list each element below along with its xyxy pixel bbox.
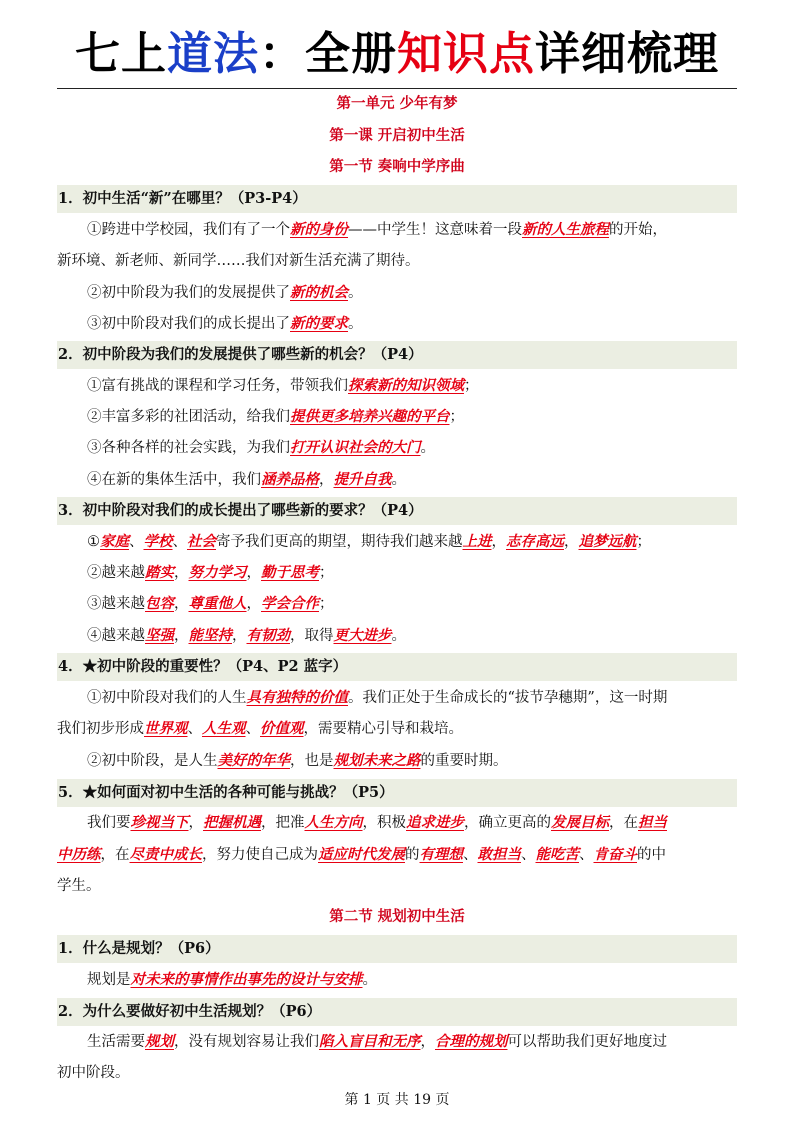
key-term: 陷入盲目和无序 — [319, 1033, 421, 1050]
q3-line-1: ①家庭、学校、社会寄予我们更高的期望，期待我们越来越上进，志存高远，追梦远航； — [87, 533, 651, 550]
key-term: 学会合作 — [261, 595, 319, 612]
q5-line-2: 中历练，在尽责中成长，努力使自己成为适应时代发展的有理想、敢担当、能吃苦、肯奋斗的中 — [57, 846, 666, 863]
q2-line-3: ③各种各样的社会实践，为我们打开认识社会的大门。 — [87, 439, 435, 456]
key-term: 敢担当 — [477, 846, 521, 863]
key-term: 中历练 — [57, 846, 101, 863]
question-1-title: 1．初中生活“新”在哪里？（P3-P4） — [57, 185, 737, 213]
key-term: 新的要求 — [290, 315, 348, 332]
key-term: 打开认识社会的大门 — [290, 439, 421, 456]
q3-line-4: ④越来越坚强，能坚持，有韧劲，取得更大进步。 — [87, 627, 406, 644]
s2-q2-line-1: 生活需要规划，没有规划容易让我们陷入盲目和无序，合理的规划可以帮助我们更好地度过 — [87, 1033, 667, 1050]
section2-question-2-title: 2．为什么要做好初中生活规划？（P6） — [57, 998, 737, 1026]
key-term: 包容 — [145, 595, 174, 612]
key-term: 人生方向 — [304, 814, 363, 831]
key-term: 踏实 — [145, 564, 174, 581]
q2-line-1: ①富有挑战的课程和学习任务，带领我们探索新的知识领域； — [87, 377, 479, 394]
key-term: 提升自我 — [333, 471, 392, 488]
q3-line-3: ③越来越包容，尊重他人，学会合作； — [87, 595, 334, 612]
document-title: 七上道法：全册知识点详细梳理 — [74, 27, 720, 80]
q5-line-1: 我们要珍视当下，把握机遇，把准人生方向，积极追求进步，确立更高的发展目标，在担当 — [87, 814, 667, 831]
key-term: 合理的规划 — [435, 1033, 508, 1050]
page-number-footer: 第 1 页 共 19 页 — [344, 1092, 450, 1108]
q4-line-1: ①初中阶段对我们的人生具有独特的价值。我们正处于生命成长的“拔节孕穗期”，这一时期 — [87, 689, 668, 706]
q4-line-2: 我们初步形成世界观、人生观、价值观，需要精心引导和栽培。 — [57, 720, 463, 737]
key-term: 社会 — [187, 533, 216, 550]
question-3-title: 3．初中阶段对我们的成长提出了哪些新的要求？（P4） — [57, 497, 737, 525]
q4-line-3: ②初中阶段，是人生美好的年华，也是规划未来之路的重要时期。 — [87, 752, 508, 769]
key-term: 提供更多培养兴趣的平台 — [290, 408, 450, 425]
key-term: 适应时代发展 — [318, 846, 405, 863]
key-term: 把握机遇 — [203, 814, 261, 831]
q3-line-2: ②越来越踏实，努力学习，勤于思考； — [87, 564, 334, 581]
key-term: 勤于思考 — [261, 564, 319, 581]
key-term: 更大进步 — [333, 627, 392, 644]
key-term: 能坚持 — [188, 627, 232, 644]
key-term: 对未来的事情作出事先的设计与安排 — [130, 971, 363, 988]
key-term: 努力学习 — [188, 564, 247, 581]
question-4-title: 4．★初中阶段的重要性？（P4、P2 蓝字） — [57, 653, 737, 681]
key-term: 有韧劲 — [246, 627, 290, 644]
lesson-heading: 第一课 开启初中生活 — [329, 128, 465, 144]
key-term: 发展目标 — [551, 814, 609, 831]
key-term: 有理想 — [419, 846, 463, 863]
q2-line-4: ④在新的集体生活中，我们涵养品格，提升自我。 — [87, 471, 406, 488]
key-term: 新的人生旅程 — [522, 221, 609, 238]
section2-question-1-title: 1．什么是规划？（P6） — [57, 935, 737, 963]
section-heading-2: 第二节 规划初中生活 — [329, 909, 465, 925]
key-term: 新的身份 — [290, 221, 348, 238]
q1-line-2: 新环境、新老师、新同学……我们对新生活充满了期待。 — [57, 253, 420, 269]
key-term: 涵养品格 — [261, 471, 319, 488]
key-term: 追梦远航 — [578, 533, 637, 550]
key-term: 规划 — [145, 1033, 174, 1050]
question-5-title: 5．★如何面对初中生活的各种可能与挑战？（P5） — [57, 779, 737, 807]
key-term: 担当 — [638, 814, 667, 831]
s2-q2-line-2: 初中阶段。 — [57, 1065, 130, 1081]
key-term: 尽责中成长 — [129, 846, 202, 863]
key-term: 人生观 — [202, 720, 246, 737]
q2-line-2: ②丰富多彩的社团活动，给我们提供更多培养兴趣的平台； — [87, 408, 464, 425]
key-term: 规划未来之路 — [333, 752, 421, 769]
key-term: 志存高远 — [506, 533, 564, 550]
s2-q1-line-1: 规划是对未来的事情作出事先的设计与安排。 — [87, 971, 377, 988]
key-term: 能吃苦 — [535, 846, 579, 863]
key-term: 世界观 — [144, 720, 188, 737]
section-heading-1: 第一节 奏响中学序曲 — [329, 159, 465, 175]
key-term: 具有独特的价值 — [246, 689, 348, 706]
unit-heading: 第一单元 少年有梦 — [336, 96, 458, 112]
key-term: 家庭 — [100, 533, 129, 550]
key-term: 坚强 — [145, 627, 174, 644]
key-term: 学校 — [143, 533, 173, 550]
key-term: 尊重他人 — [188, 595, 247, 612]
key-term: 追求进步 — [406, 814, 464, 831]
q1-line-3: ②初中阶段为我们的发展提供了新的机会。 — [87, 284, 363, 301]
key-term: 价值观 — [260, 720, 304, 737]
key-term: 上进 — [462, 533, 492, 550]
key-term: 探索新的知识领域 — [348, 377, 464, 394]
q5-line-3: 学生。 — [57, 878, 101, 894]
title-divider — [57, 88, 737, 89]
q1-line-4: ③初中阶段对我们的成长提出了新的要求。 — [87, 315, 363, 332]
q1-line-1: ①跨进中学校园，我们有了一个新的身份——中学生！这意味着一段新的人生旅程的开始， — [87, 221, 667, 238]
key-term: 珍视当下 — [130, 814, 189, 831]
key-term: 新的机会 — [290, 284, 348, 301]
key-term: 美好的年华 — [217, 752, 290, 769]
question-2-title: 2．初中阶段为我们的发展提供了哪些新的机会？（P4） — [57, 341, 737, 369]
key-term: 肯奋斗 — [593, 846, 637, 863]
